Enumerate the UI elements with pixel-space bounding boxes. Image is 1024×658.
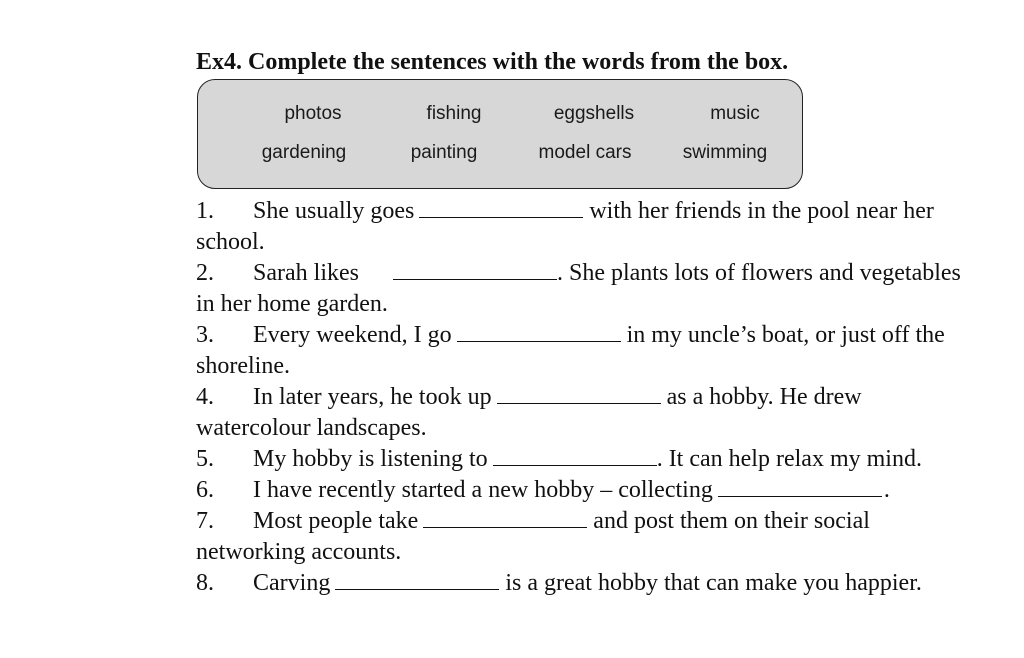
sentence-1-continuation: school.: [196, 229, 265, 255]
sentence-text-after: as a hobby. He drew: [666, 384, 862, 410]
word-box-item: fishing: [426, 103, 482, 124]
sentence-text-after: with her friends in the pool near her: [589, 198, 934, 224]
sentence-text-after: is a great hobby that can make you happier.: [505, 570, 922, 596]
word-box-item: music: [710, 103, 760, 124]
sentence-text-before: I have recently started a new hobby – collecting: [253, 477, 713, 503]
sentence-3-continuation: shoreline.: [196, 353, 290, 379]
sentence-1: [196, 196, 1006, 227]
sentence-number: 8.: [196, 570, 214, 596]
answer-blank-6[interactable]: [718, 495, 882, 497]
answer-blank-7[interactable]: [423, 526, 587, 528]
sentence-7-continuation: networking accounts.: [196, 539, 402, 565]
sentence-3: [196, 320, 1006, 351]
sentence-number: 1.: [196, 198, 214, 224]
sentence-text-before: She usually goes: [253, 198, 415, 224]
answer-blank-8[interactable]: [335, 588, 499, 590]
sentence-text-before: Sarah likes: [253, 260, 359, 286]
answer-blank-3[interactable]: [457, 340, 621, 342]
sentence-text-before: Carving: [253, 570, 331, 596]
word-box-item: swimming: [682, 142, 768, 163]
sentence-text-after: and post them on their social: [593, 508, 870, 534]
answer-blank-2[interactable]: [393, 278, 557, 280]
sentence-number: 7.: [196, 508, 214, 534]
word-box-item: model cars: [538, 142, 632, 163]
sentence-text-before: In later years, he took up: [253, 384, 492, 410]
sentence-4: [196, 382, 1006, 413]
sentence-number: 2.: [196, 260, 214, 286]
word-box-item: gardening: [261, 142, 347, 163]
answer-blank-1[interactable]: [419, 216, 583, 218]
sentence-2-continuation: in her home garden.: [196, 291, 388, 317]
answer-blank-4[interactable]: [497, 402, 661, 404]
sentence-text-before: My hobby is listening to: [253, 446, 488, 472]
sentence-8: [196, 568, 1006, 599]
sentence-4-continuation: watercolour landscapes.: [196, 415, 427, 441]
sentence-6: [196, 475, 1006, 506]
sentence-list: [196, 196, 1006, 599]
sentence-text-after: .: [883, 477, 890, 503]
sentence-text-before: Every weekend, I go: [253, 322, 452, 348]
sentence-7: [196, 506, 1006, 537]
sentence-number: 6.: [196, 477, 214, 503]
word-box: [197, 79, 803, 189]
sentence-5: [196, 444, 1006, 475]
sentence-number: 3.: [196, 322, 214, 348]
word-box-item: eggshells: [553, 103, 635, 124]
sentence-text-after: in my uncle’s boat, or just off the: [626, 322, 945, 348]
exercise-title: Ex4. Complete the sentences with the words from the box.: [196, 49, 789, 75]
word-box-item: painting: [410, 142, 478, 163]
word-box-item: photos: [284, 103, 342, 124]
sentence-2: [196, 258, 1006, 289]
sentence-number: 4.: [196, 384, 214, 410]
sentence-number: 5.: [196, 446, 214, 472]
sentence-text-after: . It can help relax my mind.: [656, 446, 922, 472]
sentence-text-after: . She plants lots of flowers and vegetables: [556, 260, 961, 286]
answer-blank-5[interactable]: [493, 464, 657, 466]
sentence-text-before: Most people take: [253, 508, 419, 534]
